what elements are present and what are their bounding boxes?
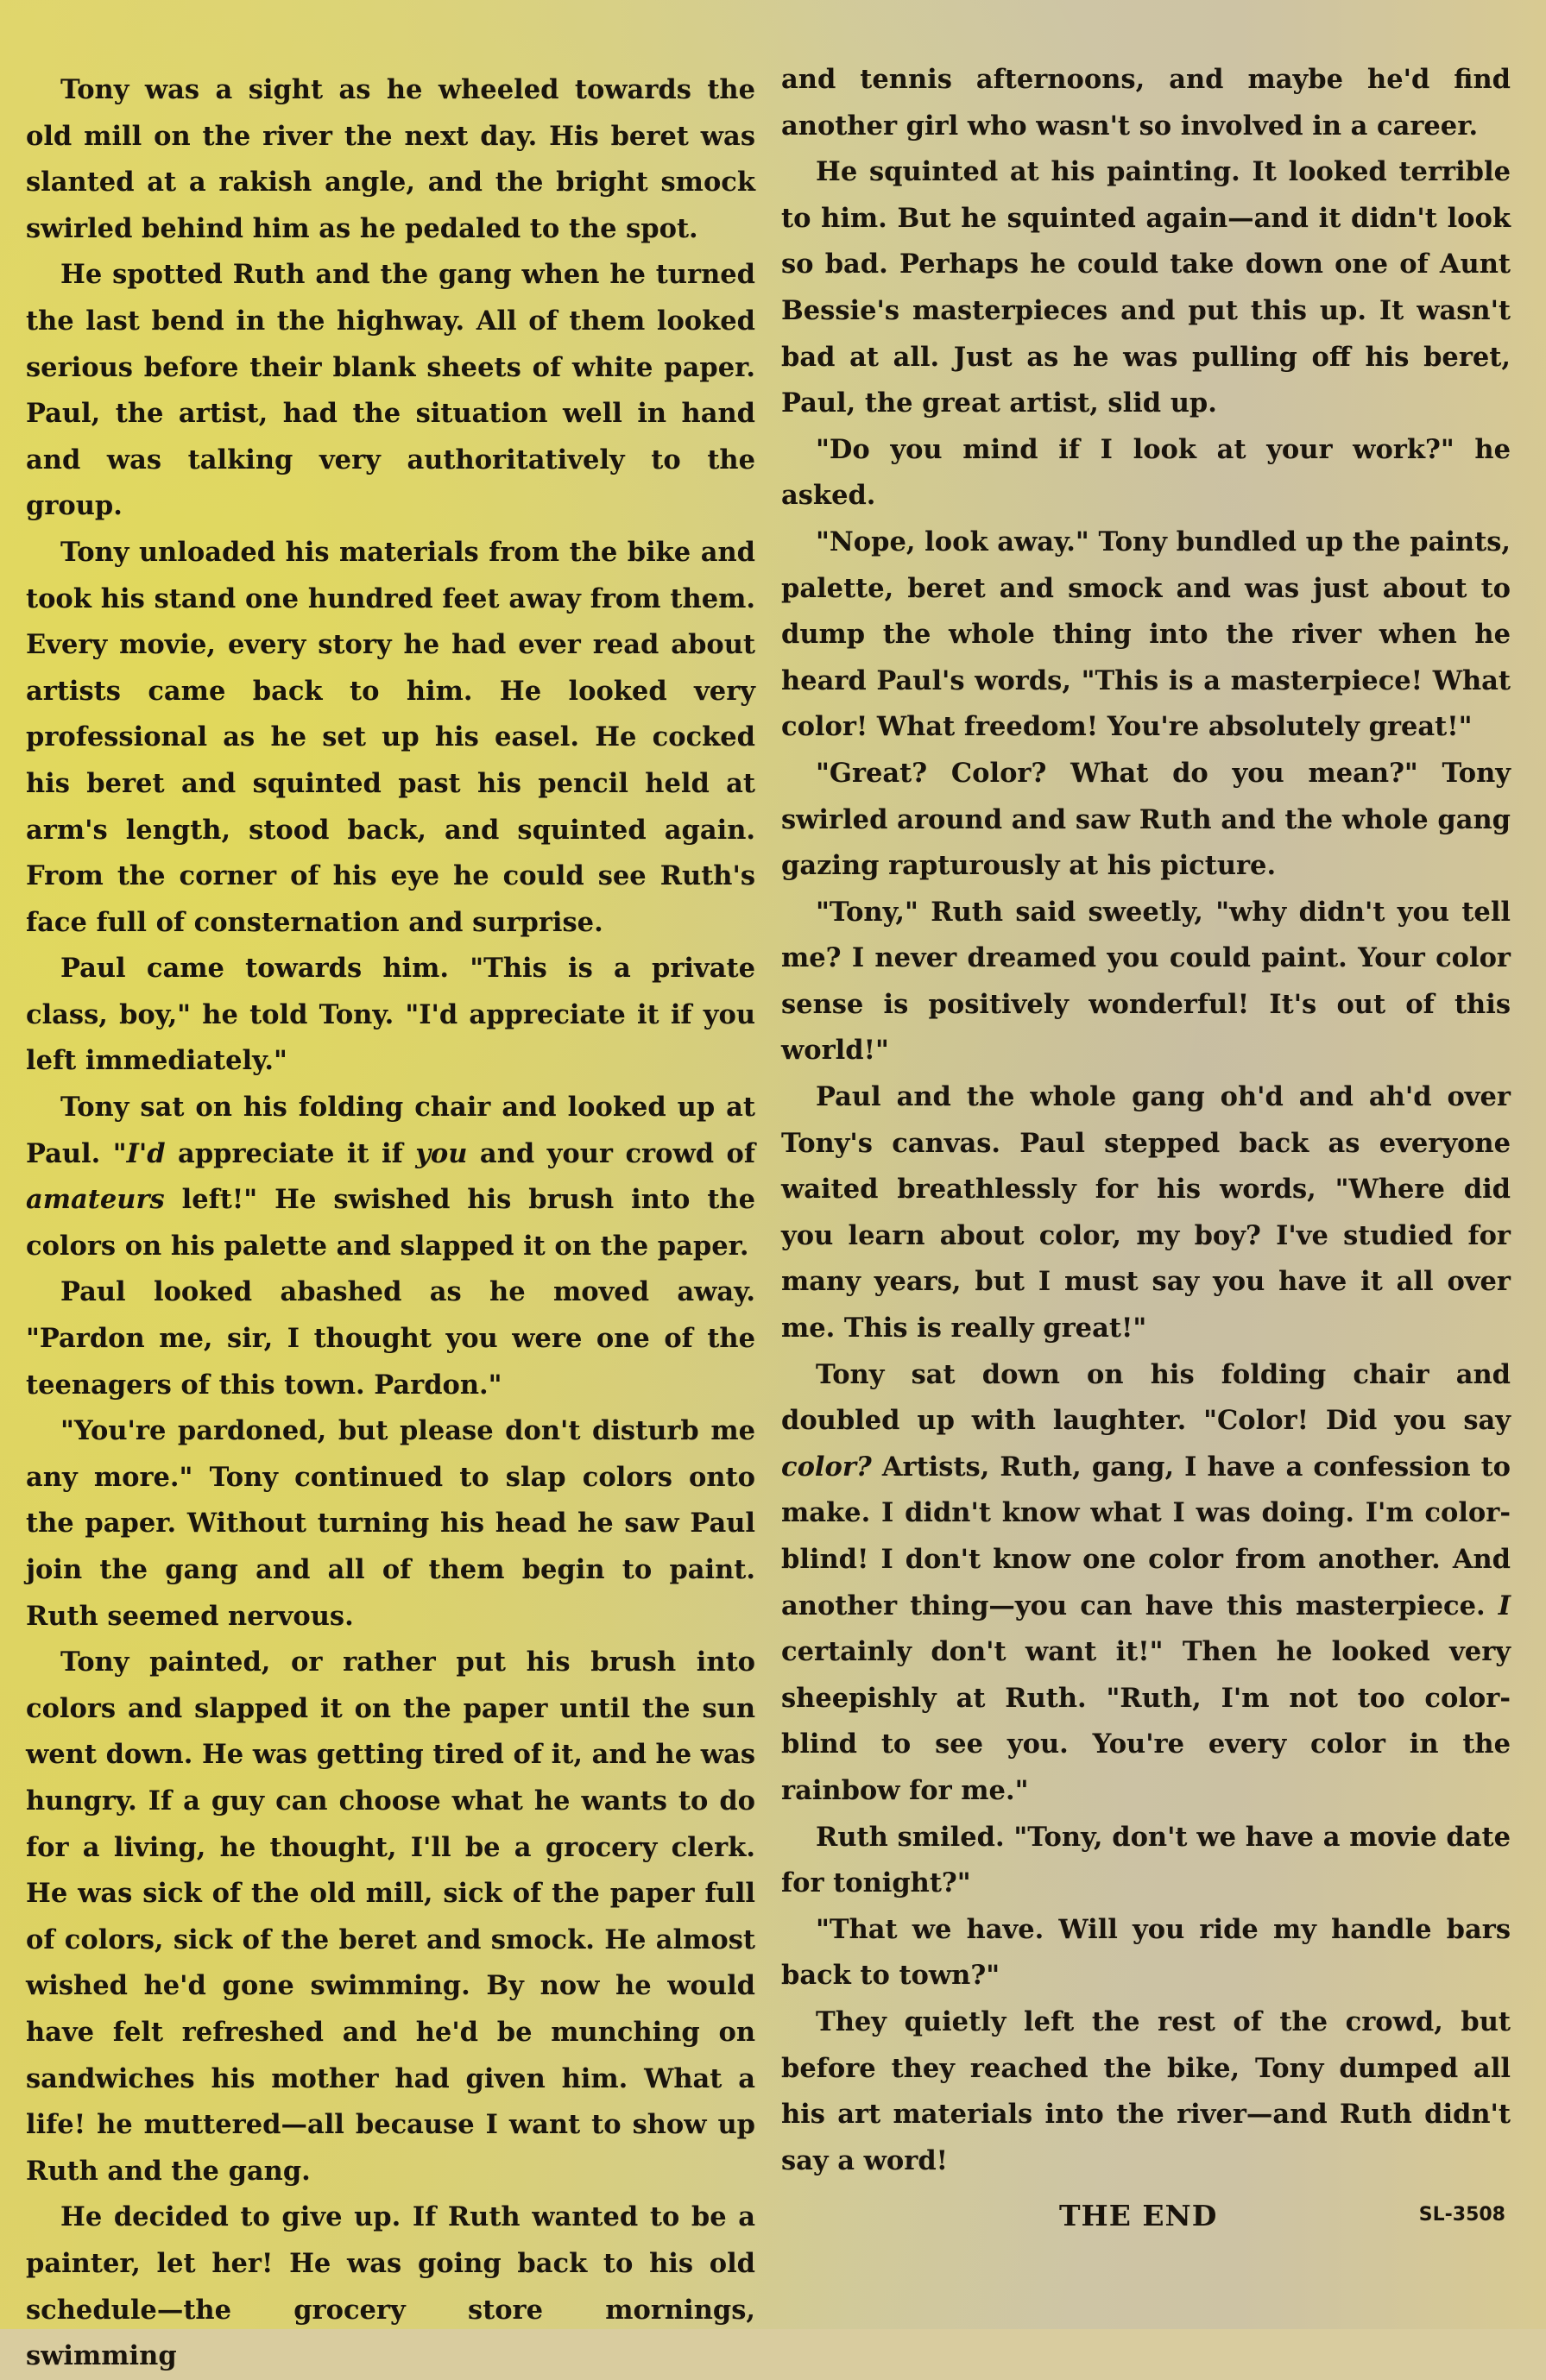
paragraph: He decided to give up. If Ruth wanted to be a painter, let her! He was going back to his old schedule—the grocery store mornings, swimming: [26, 2201, 755, 2372]
italic-word: you: [415, 1137, 468, 1169]
paragraph: Paul came towards him. "This is a private class, boy," he told Tony. "I'd appreciate it if you left immediately.": [26, 953, 755, 1077]
paragraph: Paul and the whole gang oh'd and ah'd over Tony's canvas. Paul stepped back as everyone waited breathlessly for his words, "Where did you learn about color, my boy? I've studied for many years, but I must say you have it all over me. This is really great!": [781, 1081, 1511, 1344]
italic-word: amateurs: [26, 1184, 165, 1216]
right-text-column: [781, 57, 1511, 2184]
paragraph-text: appreciate it if: [165, 1137, 416, 1169]
paragraph: Tony painted, or rather put his brush into colors and slapped it on the paper until the sun went down. He was getting tired of it, and he was hungry. If a guy can choose what he wants to do for a living, he thought, I'll be a grocery clerk. He was sick of the old mill, sick of the paper full of colors, sick of the beret and smock. He almost wished he'd gone swimming. By now he would have felt refreshed and he'd be munching on sandwiches his mother had given him. What a life! he muttered—all because I want to show up Ruth and the gang.: [26, 1646, 755, 2187]
paragraph: and tennis afternoons, and maybe he'd find another girl who wasn't so involved in a career.: [781, 64, 1511, 142]
paragraph: [781, 1352, 1511, 1815]
paragraph: He spotted Ruth and the gang when he turned the last bend in the highway. All of them looked serious before their blank sheets of white paper. Paul, the artist, had the situation well in hand and was talking very authoritatively to the group.: [26, 259, 755, 522]
page-code: SL-3508: [1418, 2204, 1505, 2226]
italic-word: I: [1498, 1590, 1511, 1621]
paragraph-text: left!" He swished his brush into the colors on his palette and slapped it on the paper.: [26, 1184, 755, 1262]
left-text-column: [26, 67, 755, 2380]
paragraph: "Tony," Ruth said sweetly, "why didn't you tell me? I never dreamed you could paint. Your color sense is positively wonderful! It's out of this world!": [781, 896, 1511, 1067]
paragraph: Paul looked abashed as he moved away. "Pardon me, sir, I thought you were one of the teenagers of this town. Pardon.": [26, 1276, 755, 1401]
paragraph-text: "Tony, don't we have a movie date for tonight?": [781, 1821, 1511, 1899]
paragraph-text: Artists, Ruth, gang, I have a confession to make. I didn't know what I was doing. I'm color-blind! I don't know one color from another. And another thing—you can have this masterpiece.: [781, 1451, 1511, 1621]
paragraph: [26, 1085, 755, 1269]
paragraph: [781, 1815, 1511, 1907]
paragraph: "Nope, look away." Tony bundled up the paints, palette, beret and smock and was just about to dump the whole thing into the river when he heard Paul's words, "This is a masterpiece! What color! What freedom! You're absolutely great!": [781, 526, 1511, 743]
paragraph: "Do you mind if I look at your work?" he asked.: [781, 433, 1511, 512]
paragraph: "That we have. Will you ride my handle bars back to town?": [781, 1913, 1511, 1992]
quote-mark: ": [112, 1137, 127, 1169]
paragraph-text: Ruth smiled.: [816, 1821, 1005, 1853]
paragraph: Tony was a sight as he wheeled towards the old mill on the river the next day. His beret was slanted at a rakish angle, and the bright smock swirled behind him as he pedaled to the spot.: [26, 74, 755, 244]
paragraph-text: certainly don't want it!" Then he looked very sheepishly at Ruth. "Ruth, I'm not too color-blind to see you. You're every color in the rainbow for me.": [781, 1636, 1511, 1806]
the-end-label: THE END: [1059, 2199, 1218, 2232]
paragraph: Tony unloaded his materials from the bike and took his stand one hundred feet away from them. Every movie, every story he had ever read about artists came back to him. He looked very professional as he set up his easel. He cocked his beret and squinted past his pencil held at arm's length, stood back, and squinted again. From the corner of his eye he could see Ruth's face full of consternation and surprise.: [26, 536, 755, 938]
paragraph: "You're pardoned, but please don't disturb me any more." Tony continued to slap colors onto the paper. Without turning his head he saw Paul join the gang and all of them begin to paint. Ruth seemed nervous.: [26, 1415, 755, 1632]
story-footer: [781, 2199, 1511, 2251]
paragraph-text: Tony sat on his folding chair and looked up at Paul.: [26, 1092, 755, 1169]
italic-word: color?: [781, 1451, 872, 1483]
paragraph: "Great? Color? What do you mean?" Tony swirled around and saw Ruth and the whole gang gazing rapturously at his picture.: [781, 757, 1511, 882]
paragraph-text: and your crowd of: [467, 1137, 755, 1169]
italic-word: I'd: [126, 1137, 166, 1169]
paragraph: He squinted at his painting. It looked terrible to him. But he squinted again—and it didn't look so bad. Perhaps he could take down one of Aunt Bessie's masterpieces and put this up. It wasn't bad at all. Just as he was pulling off his beret, Paul, the great artist, slid up.: [781, 156, 1511, 419]
paragraph: They quietly left the rest of the crowd, but before they reached the bike, Tony dumped all his art materials into the river—and Ruth didn't say a word!: [781, 2005, 1511, 2176]
paragraph-text: Tony sat down on his folding chair and doubled up with laughter. "Color! Did you say: [781, 1358, 1511, 1437]
